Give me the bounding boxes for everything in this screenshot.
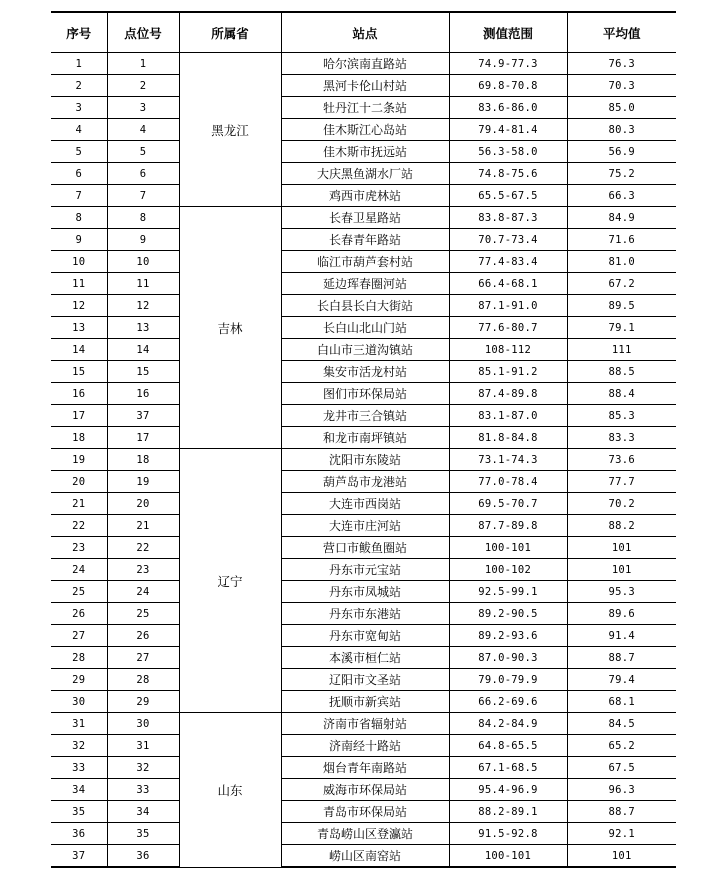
- cell-point-no: 32: [107, 757, 179, 779]
- cell-average: 70.2: [567, 493, 676, 515]
- cell-point-no: 10: [107, 251, 179, 273]
- cell-index: 36: [51, 823, 107, 845]
- table-row: [51, 779, 676, 801]
- cell-index: 31: [51, 713, 107, 735]
- cell-point-no: 19: [107, 471, 179, 493]
- cell-station: 大连市庄河站: [281, 515, 449, 537]
- cell-point-no: 18: [107, 449, 179, 471]
- table-row: [51, 405, 676, 427]
- cell-point-no: 27: [107, 647, 179, 669]
- cell-index: 35: [51, 801, 107, 823]
- table-row: [51, 559, 676, 581]
- table-row: [51, 317, 676, 339]
- cell-station: 龙井市三合镇站: [281, 405, 449, 427]
- header-index: 序号: [51, 12, 107, 53]
- cell-index: 3: [51, 97, 107, 119]
- cell-index: 32: [51, 735, 107, 757]
- cell-range: 70.7-73.4: [449, 229, 567, 251]
- cell-index: 14: [51, 339, 107, 361]
- cell-station: 丹东市凤城站: [281, 581, 449, 603]
- table-row: [51, 493, 676, 515]
- cell-point-no: 36: [107, 845, 179, 868]
- table-row: [51, 229, 676, 251]
- cell-index: 17: [51, 405, 107, 427]
- cell-range: 92.5-99.1: [449, 581, 567, 603]
- table-row: [51, 185, 676, 207]
- cell-range: 77.0-78.4: [449, 471, 567, 493]
- cell-average: 71.6: [567, 229, 676, 251]
- cell-average: 92.1: [567, 823, 676, 845]
- cell-range: 87.1-91.0: [449, 295, 567, 317]
- cell-index: 1: [51, 53, 107, 75]
- cell-station: 长白山北山门站: [281, 317, 449, 339]
- table-row: [51, 647, 676, 669]
- table-header: [51, 12, 676, 53]
- cell-range: 65.5-67.5: [449, 185, 567, 207]
- table-row: [51, 295, 676, 317]
- table-row: [51, 163, 676, 185]
- table-row: [51, 471, 676, 493]
- table-row: [51, 735, 676, 757]
- cell-station: 图们市环保局站: [281, 383, 449, 405]
- cell-station: 丹东市元宝站: [281, 559, 449, 581]
- table-row: [51, 691, 676, 713]
- cell-average: 85.3: [567, 405, 676, 427]
- cell-average: 101: [567, 559, 676, 581]
- cell-average: 65.2: [567, 735, 676, 757]
- cell-range: 69.5-70.7: [449, 493, 567, 515]
- cell-index: 19: [51, 449, 107, 471]
- cell-index: 2: [51, 75, 107, 97]
- cell-station: 济南市省辐射站: [281, 713, 449, 735]
- cell-point-no: 28: [107, 669, 179, 691]
- table-row: [51, 97, 676, 119]
- cell-average: 79.4: [567, 669, 676, 691]
- cell-average: 96.3: [567, 779, 676, 801]
- cell-range: 83.1-87.0: [449, 405, 567, 427]
- cell-point-no: 31: [107, 735, 179, 757]
- cell-range: 81.8-84.8: [449, 427, 567, 449]
- cell-range: 108-112: [449, 339, 567, 361]
- table-row: [51, 339, 676, 361]
- cell-average: 76.3: [567, 53, 676, 75]
- cell-point-no: 3: [107, 97, 179, 119]
- cell-station: 青岛市环保局站: [281, 801, 449, 823]
- cell-average: 79.1: [567, 317, 676, 339]
- cell-station: 集安市活龙村站: [281, 361, 449, 383]
- table-row: [51, 603, 676, 625]
- cell-average: 88.2: [567, 515, 676, 537]
- cell-point-no: 17: [107, 427, 179, 449]
- cell-point-no: 16: [107, 383, 179, 405]
- cell-station: 哈尔滨南直路站: [281, 53, 449, 75]
- cell-province: 黑龙江: [179, 53, 281, 207]
- cell-range: 89.2-90.5: [449, 603, 567, 625]
- cell-average: 111: [567, 339, 676, 361]
- cell-station: 长春青年路站: [281, 229, 449, 251]
- cell-average: 81.0: [567, 251, 676, 273]
- cell-point-no: 25: [107, 603, 179, 625]
- table-row: [51, 427, 676, 449]
- table-row: [51, 669, 676, 691]
- cell-average: 95.3: [567, 581, 676, 603]
- table-row: [51, 449, 676, 471]
- cell-station: 牡丹江十二条站: [281, 97, 449, 119]
- cell-average: 88.7: [567, 801, 676, 823]
- table-row: [51, 581, 676, 603]
- table-row: [51, 823, 676, 845]
- table-row: [51, 537, 676, 559]
- cell-point-no: 8: [107, 207, 179, 229]
- cell-point-no: 14: [107, 339, 179, 361]
- table-row: [51, 625, 676, 647]
- cell-average: 89.6: [567, 603, 676, 625]
- cell-station: 佳木斯市抚远站: [281, 141, 449, 163]
- cell-range: 83.8-87.3: [449, 207, 567, 229]
- table-row: [51, 845, 676, 868]
- cell-average: 67.2: [567, 273, 676, 295]
- cell-average: 88.4: [567, 383, 676, 405]
- cell-range: 87.0-90.3: [449, 647, 567, 669]
- cell-range: 83.6-86.0: [449, 97, 567, 119]
- cell-index: 8: [51, 207, 107, 229]
- cell-average: 73.6: [567, 449, 676, 471]
- cell-range: 79.4-81.4: [449, 119, 567, 141]
- cell-index: 10: [51, 251, 107, 273]
- cell-province: 辽宁: [179, 449, 281, 713]
- cell-range: 73.1-74.3: [449, 449, 567, 471]
- cell-average: 88.5: [567, 361, 676, 383]
- cell-index: 33: [51, 757, 107, 779]
- header-average: 平均值: [567, 12, 676, 53]
- cell-range: 85.1-91.2: [449, 361, 567, 383]
- cell-point-no: 6: [107, 163, 179, 185]
- cell-average: 68.1: [567, 691, 676, 713]
- cell-index: 7: [51, 185, 107, 207]
- cell-station: 威海市环保局站: [281, 779, 449, 801]
- cell-point-no: 7: [107, 185, 179, 207]
- cell-station: 长春卫星路站: [281, 207, 449, 229]
- cell-index: 6: [51, 163, 107, 185]
- table-row: [51, 251, 676, 273]
- cell-range: 66.4-68.1: [449, 273, 567, 295]
- cell-average: 101: [567, 537, 676, 559]
- cell-point-no: 21: [107, 515, 179, 537]
- cell-average: 84.5: [567, 713, 676, 735]
- header-point-no: 点位号: [107, 12, 179, 53]
- cell-range: 100-101: [449, 537, 567, 559]
- cell-range: 77.6-80.7: [449, 317, 567, 339]
- cell-point-no: 34: [107, 801, 179, 823]
- cell-index: 27: [51, 625, 107, 647]
- cell-station: 鸡西市虎林站: [281, 185, 449, 207]
- cell-range: 64.8-65.5: [449, 735, 567, 757]
- cell-point-no: 37: [107, 405, 179, 427]
- cell-point-no: 20: [107, 493, 179, 515]
- table-row: [51, 361, 676, 383]
- cell-range: 100-101: [449, 845, 567, 868]
- table-row: [51, 713, 676, 735]
- cell-station: 临江市葫芦套村站: [281, 251, 449, 273]
- cell-station: 辽阳市文圣站: [281, 669, 449, 691]
- cell-index: 16: [51, 383, 107, 405]
- table-body: [51, 53, 676, 868]
- cell-range: 77.4-83.4: [449, 251, 567, 273]
- cell-average: 56.9: [567, 141, 676, 163]
- table-row: [51, 273, 676, 295]
- cell-range: 69.8-70.8: [449, 75, 567, 97]
- cell-range: 89.2-93.6: [449, 625, 567, 647]
- cell-station: 佳木斯江心岛站: [281, 119, 449, 141]
- cell-point-no: 5: [107, 141, 179, 163]
- cell-range: 87.4-89.8: [449, 383, 567, 405]
- cell-index: 24: [51, 559, 107, 581]
- cell-average: 85.0: [567, 97, 676, 119]
- cell-average: 101: [567, 845, 676, 868]
- cell-range: 66.2-69.6: [449, 691, 567, 713]
- cell-range: 74.8-75.6: [449, 163, 567, 185]
- table-row: [51, 515, 676, 537]
- cell-average: 66.3: [567, 185, 676, 207]
- cell-station: 长白县长白大街站: [281, 295, 449, 317]
- cell-average: 75.2: [567, 163, 676, 185]
- cell-average: 67.5: [567, 757, 676, 779]
- cell-station: 本溪市桓仁站: [281, 647, 449, 669]
- header-row: [51, 12, 676, 53]
- cell-range: 84.2-84.9: [449, 713, 567, 735]
- cell-range: 74.9-77.3: [449, 53, 567, 75]
- cell-station: 大庆黑鱼湖水厂站: [281, 163, 449, 185]
- cell-index: 29: [51, 669, 107, 691]
- cell-point-no: 11: [107, 273, 179, 295]
- cell-index: 4: [51, 119, 107, 141]
- cell-range: 67.1-68.5: [449, 757, 567, 779]
- cell-range: 88.2-89.1: [449, 801, 567, 823]
- cell-point-no: 35: [107, 823, 179, 845]
- cell-index: 21: [51, 493, 107, 515]
- table-row: [51, 119, 676, 141]
- cell-average: 89.5: [567, 295, 676, 317]
- cell-station: 和龙市南坪镇站: [281, 427, 449, 449]
- cell-station: 大连市西岗站: [281, 493, 449, 515]
- cell-point-no: 9: [107, 229, 179, 251]
- cell-average: 88.7: [567, 647, 676, 669]
- cell-index: 11: [51, 273, 107, 295]
- cell-index: 20: [51, 471, 107, 493]
- cell-point-no: 13: [107, 317, 179, 339]
- cell-point-no: 24: [107, 581, 179, 603]
- cell-station: 白山市三道沟镇站: [281, 339, 449, 361]
- cell-range: 79.0-79.9: [449, 669, 567, 691]
- cell-range: 95.4-96.9: [449, 779, 567, 801]
- table-row: [51, 141, 676, 163]
- cell-point-no: 15: [107, 361, 179, 383]
- cell-point-no: 30: [107, 713, 179, 735]
- cell-point-no: 2: [107, 75, 179, 97]
- table-row: [51, 801, 676, 823]
- cell-point-no: 26: [107, 625, 179, 647]
- cell-station: 青岛崂山区登瀛站: [281, 823, 449, 845]
- cell-average: 80.3: [567, 119, 676, 141]
- table-row: [51, 383, 676, 405]
- cell-station: 黑河卡伦山村站: [281, 75, 449, 97]
- header-province: 所属省: [179, 12, 281, 53]
- table-row: [51, 207, 676, 229]
- cell-range: 87.7-89.8: [449, 515, 567, 537]
- cell-index: 23: [51, 537, 107, 559]
- cell-point-no: 4: [107, 119, 179, 141]
- cell-index: 18: [51, 427, 107, 449]
- cell-station: 葫芦岛市龙港站: [281, 471, 449, 493]
- cell-index: 13: [51, 317, 107, 339]
- cell-point-no: 12: [107, 295, 179, 317]
- table-row: [51, 757, 676, 779]
- cell-province: 山东: [179, 713, 281, 868]
- cell-index: 5: [51, 141, 107, 163]
- cell-range: 91.5-92.8: [449, 823, 567, 845]
- cell-station: 丹东市东港站: [281, 603, 449, 625]
- cell-range: 56.3-58.0: [449, 141, 567, 163]
- cell-point-no: 33: [107, 779, 179, 801]
- cell-point-no: 23: [107, 559, 179, 581]
- cell-average: 70.3: [567, 75, 676, 97]
- cell-average: 77.7: [567, 471, 676, 493]
- cell-index: 30: [51, 691, 107, 713]
- cell-range: 100-102: [449, 559, 567, 581]
- table-row: [51, 53, 676, 75]
- header-range: 测值范围: [449, 12, 567, 53]
- cell-average: 83.3: [567, 427, 676, 449]
- header-station: 站点: [281, 12, 449, 53]
- cell-station: 崂山区南窑站: [281, 845, 449, 868]
- cell-index: 12: [51, 295, 107, 317]
- monitoring-data-table: [51, 11, 676, 868]
- cell-index: 22: [51, 515, 107, 537]
- cell-station: 抚顺市新宾站: [281, 691, 449, 713]
- cell-index: 37: [51, 845, 107, 868]
- cell-station: 烟台青年南路站: [281, 757, 449, 779]
- cell-station: 济南经十路站: [281, 735, 449, 757]
- cell-average: 84.9: [567, 207, 676, 229]
- cell-point-no: 22: [107, 537, 179, 559]
- cell-station: 延边珲春圈河站: [281, 273, 449, 295]
- cell-index: 15: [51, 361, 107, 383]
- cell-point-no: 1: [107, 53, 179, 75]
- cell-index: 25: [51, 581, 107, 603]
- cell-index: 9: [51, 229, 107, 251]
- cell-index: 34: [51, 779, 107, 801]
- cell-station: 沈阳市东陵站: [281, 449, 449, 471]
- cell-point-no: 29: [107, 691, 179, 713]
- cell-station: 丹东市宽甸站: [281, 625, 449, 647]
- cell-province: 吉林: [179, 207, 281, 449]
- table-row: [51, 75, 676, 97]
- cell-average: 91.4: [567, 625, 676, 647]
- cell-index: 28: [51, 647, 107, 669]
- cell-index: 26: [51, 603, 107, 625]
- cell-station: 营口市鲅鱼圈站: [281, 537, 449, 559]
